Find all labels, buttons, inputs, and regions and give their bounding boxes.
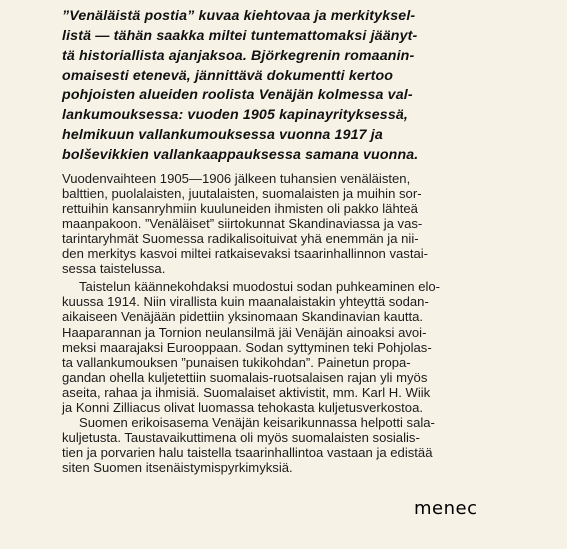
body-line: rettuihin kansanryhmiin kuuluneiden ihmisten oli pakko lähteä [62,201,418,216]
intro-line: ”Venäläistä postia” kuvaa kiehtovaa ja merkityksel- [62,8,416,24]
intro-line: helmikuun vallankumouksessa vuonna 1917 ja [62,127,383,143]
body-line: gandan ohella kuljetettiin suomalais-ruotsalaisen rajan yli myös [62,370,428,385]
body-line: tien ja porvarien halu taistella tsaarinhallintoa vastaan ja edistää [62,445,433,460]
intro-line: tä historiallista ajanjaksoa. Björkegrenin romaanin- [62,48,415,64]
body-line: Suomen erikoisasema Venäjän keisarikunnassa helpotti sala- [79,415,435,430]
intro-line: bolševikkien vallankaappauksessa samana vuonna. [62,147,419,163]
body-line: aikaiseen Venäjään pidettiin yksinomaan Skandinavian kautta. [62,309,424,324]
body-line: kuussa 1914. Niin virallista kuin maanalaistakin yhteyttä sodan- [62,294,429,309]
body-line: ta vallankumouksen ”punaisen tukikohdan”. Painetun propa- [62,355,411,370]
watermark-text: menec [414,498,478,519]
intro-line: omaisesti etenevä, jännittävä dokumentti kertoo [62,68,394,84]
body-line: den merkitys kasvoi miltei ratkaisevaksi tsaarinhallinnon vastai- [62,246,429,261]
body-line: kuljetusta. Taustavaikuttimena oli myös suomalaisten sosialis- [62,430,420,445]
body-line: tarintaryhmät Suomessa radikalisoituivat yhä enemmän ja nii- [62,231,419,246]
body-line: Vuodenvaihteen 1905—1906 jälkeen tuhansien venäläisten, [62,171,411,186]
body-line: aseita, rahaa ja ihmisiä. Suomalaiset aktivistit, mm. Karl H. Wiik [62,385,431,400]
intro-line: pohjoisten alueiden roolista Venäjän kolmessa val- [62,87,413,103]
body-line: balttien, puolalaisten, juutalaisten, suomalaisten ja muihin sor- [62,186,422,201]
body-line: meksi maarajaksi Eurooppaan. Sodan syttyminen teki Pohjolas- [62,340,432,355]
body-line: maanpakoon. ”Venäläiset” siirtokunnat Skandinaviassa ja vas- [62,216,423,231]
body-line: siten Suomen itsenäistymispyrkimyksiä. [62,460,293,475]
body-line: sessa taistelussa. [62,261,166,276]
body-line: ja Konni Zilliacus olivat luomassa tehokasta kuljetusverkostoa. [62,400,423,415]
body-line: Haaparannan ja Tornion neulansilmä jäi Venäjän ainoaksi avoi- [62,325,427,340]
body-line: Taistelun käännekohdaksi muodostui sodan puhkeaminen elo- [79,279,441,294]
intro-line: lankumouksessa: vuoden 1905 kapinayrityksessä, [62,107,409,123]
intro-line: listä — tähän saakka miltei tuntemattomaksi jäänyt- [62,28,418,44]
